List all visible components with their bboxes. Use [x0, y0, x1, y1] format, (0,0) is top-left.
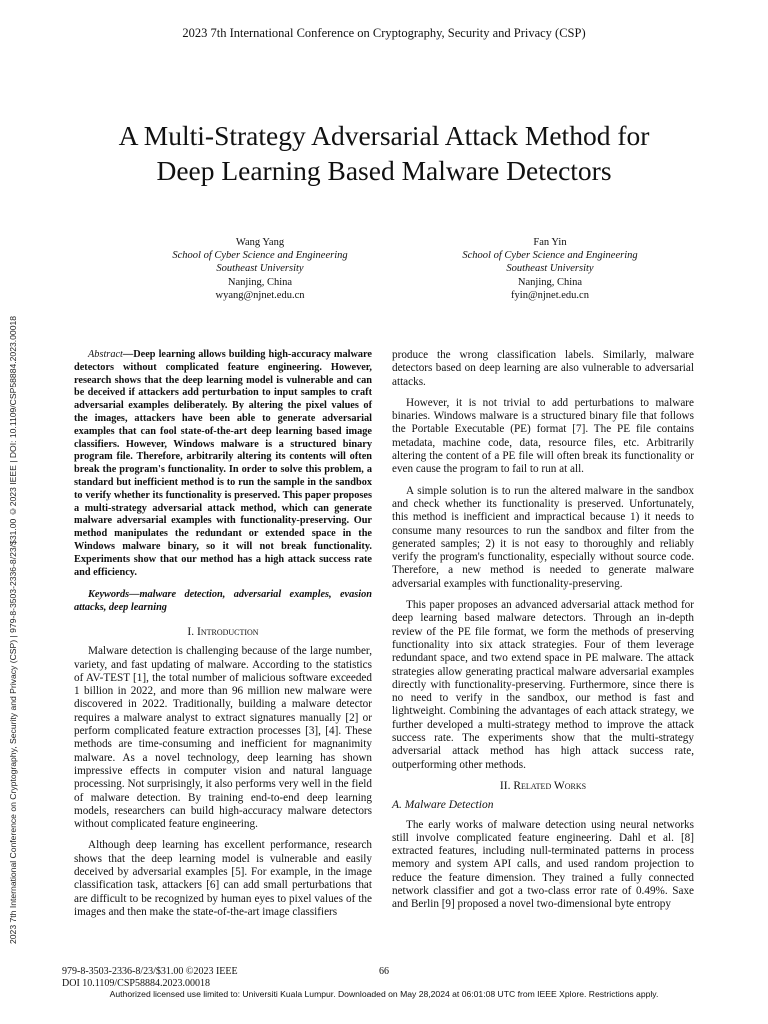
keywords: Keywords—malware detection, adversarial examples, evasion attacks, deep learning: [74, 589, 372, 614]
column-left: [74, 349, 372, 927]
column-right: [392, 349, 694, 920]
page-number: 66: [379, 966, 389, 977]
title-line-1: A Multi-Strategy Adversarial Attack Method for: [118, 120, 650, 151]
subsection-heading-malware-detection: A. Malware Detection: [392, 799, 494, 812]
footer-isbn: 979-8-3503-2336-8/23/$31.00 ©2023 IEEE: [62, 966, 238, 977]
sidebar-citation: 2023 7th International Conference on Cryptography, Security and Privacy (CSP) | 979-8-3503-2336-8/23/$31.00 ©2023 IEEE | DOI: 10.1109/CSP58884.2023.00018: [8, 315, 18, 945]
paragraph: This paper proposes an advanced adversarial attack method for deep learning based malware detectors. Through an in-depth review of the PE file format, we form the methods of preserving functionality into six attack strategies. Four of them leverage redundant space, and two extend space in PE malware. The attack strategies allow generating practical malware adversarial examples directly with functionality-preserving. Furthermore, since there is no need to verify in the sandbox, our method is fast and lightweight. Combining the advantages of each attack strategy, we further developed a multi-strategy method to improve the attack success rate. The experiments show that the multi-strategy adversarial attack method has high attack success rate, outperforming other methods.: [392, 599, 694, 771]
paper-title: [60, 118, 708, 188]
section-heading-related-works: II. Related Works: [499, 779, 587, 792]
paragraph: Although deep learning has excellent performance, research shows that the deep learning model is vulnerable and easily deceived by adversarial examples [5]. For example, in the image classification task, attackers [6] can add small perturbations that are difficult to be recognized by human eyes to pixel values of the images and then make the state-of-the-art image classifiers: [74, 839, 372, 918]
author-school: School of Cyber Science and Engineering: [172, 250, 348, 262]
authorized-use-notice: Authorized licensed use limited to: Universiti Kuala Lumpur. Downloaded on May 28,2024 at 06:01:08 UTC from IEEE Xplore. Restrictions apply.: [109, 989, 659, 999]
author-name: Wang Yang: [235, 237, 285, 248]
paragraph: The early works of malware detection using neural networks still involve complicated feature engineering. Dahl et al. [8] extracted features, including null-terminated patterns in process memory and system API calls, and used random projection to reduce the feature dimension. They trained a fully connected network classifier and got a two-class error rate of 0.49%. Saxe and Berlin [9] proposed a novel two-dimensional byte entropy: [392, 818, 694, 911]
abstract-text: —Deep learning allows building high-accuracy malware detectors without complicated feature engineering. However, research shows that the deep learning model is vulnerable and can be deceived if attackers add perturbation to input samples to craft adversarial examples deliberately. By altering the pixel values of the images, attackers have been able to generate adversarial examples that can fool state-of-the-art deep learning based image classifiers. However, Windows malware is a structured binary program file. Therefore, arbitrarily altering its contents will often break the program's functionality. In order to solve this problem, a standard but inefficient method is to run the sample in the sandbox to verify whether its functionality is preserved. This paper proposes a multi-strategy adversarial attack method, which can generate malware adversarial examples with functionality-preserving. Our method manipulates the redundant or extended space in the Windows malware binary, so it will not break functionality. Experiments show that our method has a high attack success rate and efficiency.: [74, 349, 372, 578]
footer-doi: DOI 10.1109/CSP58884.2023.00018: [62, 977, 210, 989]
author-school: School of Cyber Science and Engineering: [462, 250, 638, 262]
author-email: wyang@njnet.edu.cn: [215, 289, 305, 301]
title-line-2: Deep Learning Based Malware Detectors: [156, 155, 612, 186]
section-heading-introduction: I. Introduction: [187, 625, 259, 638]
abstract: [74, 349, 372, 579]
author-block-2: [415, 236, 685, 302]
abstract-label: Abstract: [88, 349, 123, 360]
author-city: Nanjing, China: [517, 276, 583, 288]
author-email: fyin@njnet.edu.cn: [511, 289, 589, 301]
author-university: Southeast University: [506, 263, 594, 275]
paragraph: A simple solution is to run the altered malware in the sandbox and check whether its functionality is preserved. Unfortunately, this method is inefficient and impractical because 1) it needs to consume many resources to run the sandbox and filter from the generated samples; 2) it is not easy to thoroughly and reliably verify the program's functionality, especially without source code. Therefore, a new method is needed to generate malware adversarial examples with functionality-preserving.: [392, 484, 694, 590]
author-university: Southeast University: [216, 263, 304, 275]
conference-header: 2023 7th International Conference on Cryptography, Security and Privacy (CSP): [182, 26, 586, 40]
paragraph: However, it is not trivial to add perturbations to malware binaries. Windows malware is a structured binary file that follows the Portable Executable (PE) format [7]. The PE file contains metadata, machine code, data, resource files, etc. Arbitrarily altering the content of a PE file will often break its functionality or even cause the program to fail to run at all.: [392, 396, 694, 476]
paragraph: produce the wrong classification labels. Similarly, malware detectors based on deep learning are also vulnerable to adversarial attacks.: [392, 349, 694, 388]
author-name: Fan Yin: [533, 237, 567, 248]
author-block-1: [125, 236, 395, 302]
paragraph: Malware detection is challenging because of the large number, variety, and fast updating of malware. According to the statistics of AV-TEST [1], the total number of malicious software exceeded 1 billion in 2022, and more than 96 million new malware were discovered in 2022. Traditionally, building a malware detector requires a malware analyst to extract signatures manually [2] or perform complicated feature extraction processes [3], [4]. These methods are time-consuming and inefficient for magnanimity malware. As a novel technology, deep learning has shown impressive effects in computer vision and natural language processing. Not surprisingly, it also performs very well in the field of malware detection. By training end-to-end deep learning models, researchers can build high-accuracy malware detectors without complicated feature engineering.: [74, 645, 372, 831]
author-city: Nanjing, China: [227, 276, 293, 288]
